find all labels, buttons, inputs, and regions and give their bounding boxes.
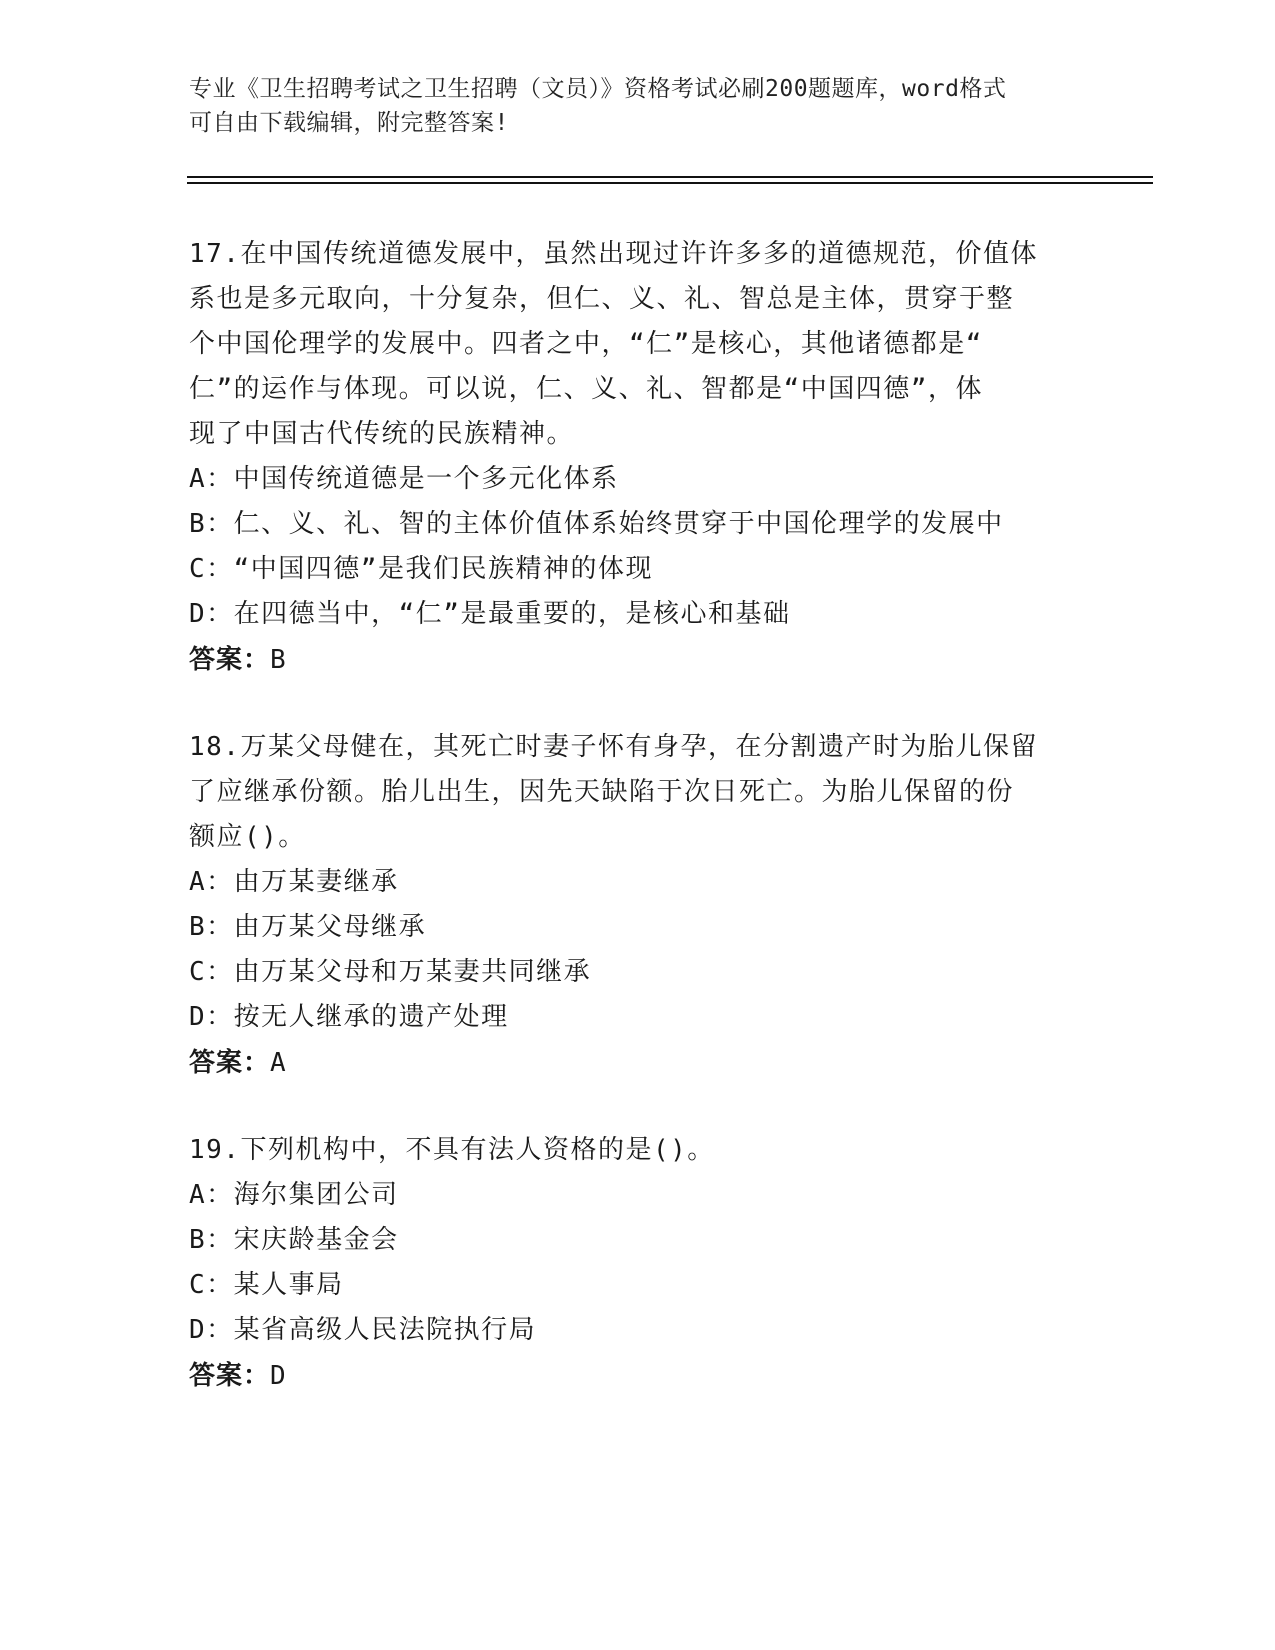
answer-value: B — [270, 645, 287, 675]
question-stem-line: 额应()。 — [189, 822, 306, 852]
answer-line — [189, 637, 1089, 683]
document-header — [189, 72, 1069, 140]
answer-label: 答案： — [189, 1361, 271, 1391]
option-a: A：中国传统道德是一个多元化体系 — [189, 464, 619, 494]
option-b: B：由万某父母继承 — [189, 912, 427, 942]
answer-label: 答案： — [189, 1048, 271, 1078]
question-stem-line: 18.万某父母健在，其死亡时妻子怀有身孕，在分割遗产时为胎儿保留 — [189, 732, 1038, 762]
option-c: C：由万某父母和万某妻共同继承 — [189, 957, 592, 987]
option-c: C：“中国四德”是我们民族精神的体现 — [189, 554, 653, 584]
header-line-2: 可自由下载编辑，附完整答案! — [189, 110, 509, 136]
question-17 — [189, 232, 1089, 683]
question-list — [189, 232, 1089, 1441]
answer-label: 答案： — [189, 645, 271, 675]
question-stem-line: 19.下列机构中，不具有法人资格的是()。 — [189, 1135, 715, 1165]
answer-line — [189, 1040, 1089, 1086]
option-a: A：由万某妻继承 — [189, 867, 399, 897]
option-b: B：宋庆龄基金会 — [189, 1225, 399, 1255]
option-d: D：在四德当中，“仁”是最重要的，是核心和基础 — [189, 599, 791, 629]
question-18 — [189, 725, 1089, 1086]
question-stem-line: 了应继承份额。胎儿出生，因先天缺陷于次日死亡。为胎儿保留的份 — [189, 777, 1015, 807]
option-d: D：按无人继承的遗产处理 — [189, 1002, 509, 1032]
header-line-1: 专业《卫生招聘考试之卫生招聘（文员）》资格考试必刷200题题库，word格式 — [189, 76, 1007, 102]
question-stem-line: 现了中国古代传统的民族精神。 — [189, 419, 575, 449]
answer-value: A — [270, 1048, 287, 1078]
option-c: C：某人事局 — [189, 1270, 344, 1300]
question-stem-line: 17.在中国传统道德发展中，虽然出现过许许多多的道德规范，价值体 — [189, 239, 1038, 269]
question-19 — [189, 1128, 1089, 1399]
header-divider-top — [187, 176, 1153, 178]
answer-line — [189, 1353, 1089, 1399]
answer-value: D — [270, 1361, 287, 1391]
question-stem-line: 系也是多元取向，十分复杂，但仁、义、礼、智总是主体，贯穿于整 — [189, 284, 1015, 314]
question-stem-line: 仁”的运作与体现。可以说，仁、义、礼、智都是“中国四德”，体 — [189, 374, 983, 404]
option-d: D：某省高级人民法院执行局 — [189, 1315, 537, 1345]
header-divider-bottom — [187, 182, 1153, 184]
question-stem-line: 个中国伦理学的发展中。四者之中，“仁”是核心，其他诸德都是“ — [189, 329, 983, 359]
option-b: B：仁、义、礼、智的主体价值体系始终贯穿于中国伦理学的发展中 — [189, 509, 1004, 539]
option-a: A：海尔集团公司 — [189, 1180, 399, 1210]
